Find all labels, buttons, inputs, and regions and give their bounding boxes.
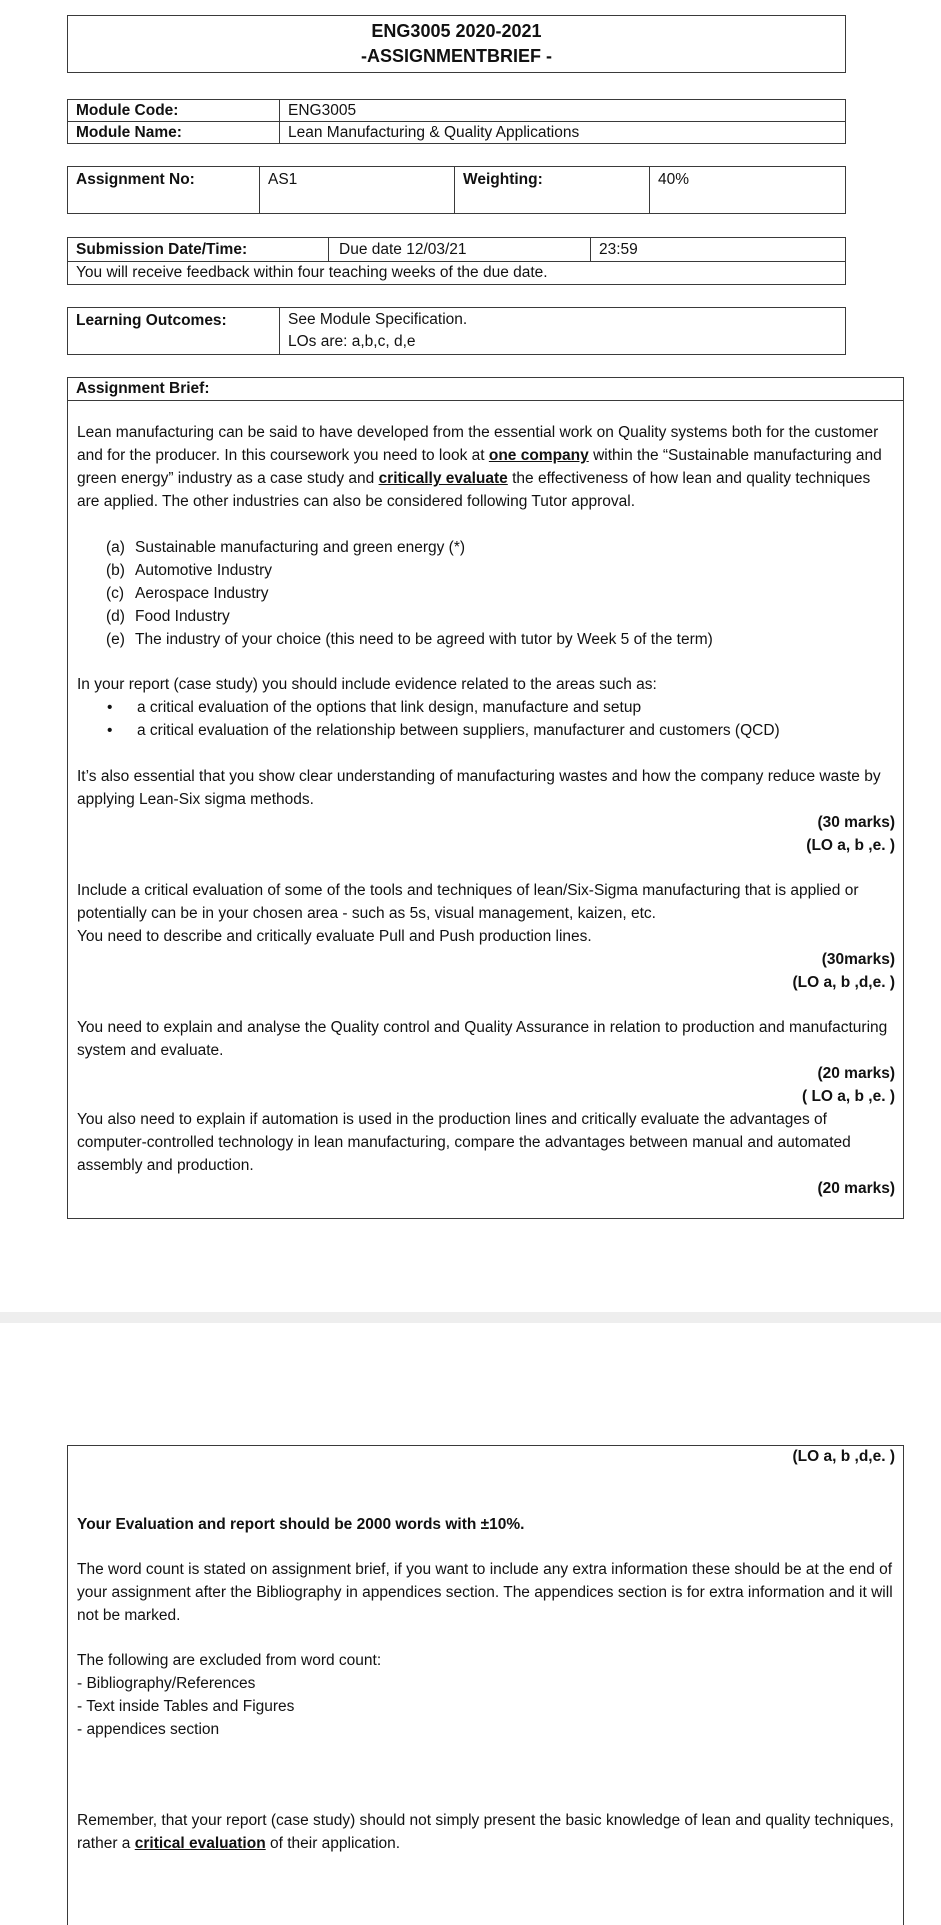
evidence-bullet: • a critical evaluation of the options that link design, manufacture and setup: [77, 696, 895, 719]
marks-4: (20 marks): [817, 1180, 895, 1197]
bullet-icon: •: [107, 699, 113, 716]
industry-item: (e) The industry of your choice (this need to be agreed with tutor by Week 5 of the term): [106, 631, 713, 648]
excluded-item: - appendices section: [77, 1721, 220, 1738]
module-code-value: ENG3005: [279, 100, 845, 121]
weighting-label: Weighting:: [454, 167, 649, 213]
learning-outcomes-line-2: LOs are: a,b,c, d,e: [288, 333, 416, 350]
industry-list: [106, 536, 895, 651]
marks-1: (30 marks): [817, 814, 895, 831]
lo-3: ( LO a, b ,e. ): [801, 1088, 895, 1105]
title-line-2: -ASSIGNMENTBRIEF -: [361, 46, 552, 66]
submission-date: Due date 12/03/21: [328, 238, 590, 261]
evidence-intro: In your report (case study) you should include evidence related to the areas such as:: [77, 676, 657, 693]
excluded-intro: The following are excluded from word count:: [77, 1652, 382, 1669]
lo-2: (LO a, b ,d,e. ): [792, 974, 895, 991]
module-name-value: Lean Manufacturing & Quality Applications: [279, 122, 845, 144]
excluded-item: - Bibliography/References: [77, 1675, 256, 1692]
quality-paragraph: You need to explain and analyse the Quality control and Quality Assurance in relation to production and manufacturing system and evaluate.: [77, 1019, 888, 1059]
assignment-brief-heading: Assignment Brief:: [68, 378, 903, 401]
learning-outcomes-label: Learning Outcomes:: [76, 312, 227, 329]
brief-intro: Lean manufacturing can be said to have developed from the essential work on Quality systems both for the customer and for the producer. In this coursework you need to look at one company within the “Sustainable manufacturing and green energy” industry as a case study and critically evaluate the effectiveness of how lean and quality techniques are applied. The other industries can also be considered following Tutor approval.: [77, 424, 882, 510]
assignment-table: [67, 166, 846, 214]
word-limit: Your Evaluation and report should be 2000 words with ±10%.: [77, 1516, 525, 1533]
feedback-note: You will receive feedback within four teaching weeks of the due date.: [76, 264, 548, 281]
marks-2: (30marks): [821, 951, 895, 968]
lo-4: (LO a, b ,d,e. ): [792, 1448, 895, 1465]
excluded-item: - Text inside Tables and Figures: [77, 1698, 295, 1715]
assignment-no-label: Assignment No:: [76, 171, 195, 188]
submission-label: Submission Date/Time:: [76, 241, 248, 258]
learning-outcomes-table: [67, 307, 846, 355]
industry-item: (a) Sustainable manufacturing and green energy (*): [106, 539, 466, 556]
remember-paragraph: Remember, that your report (case study) should not simply present the basic knowledge of lean and quality techniques, rather a critical evaluation of their application.: [77, 1812, 894, 1852]
tools-paragraph: Include a critical evaluation of some of the tools and techniques of lean/Six-Sigma manufacturing that is applied or potentially can be in your chosen area - such as 5s, visual management, kaizen, etc.: [77, 882, 859, 922]
document-title: [67, 15, 846, 73]
pull-push-paragraph: You need to describe and critically evaluate Pull and Push production lines.: [77, 928, 592, 945]
industry-item: (d) Food Industry: [106, 608, 230, 625]
lo-1: (LO a, b ,e. ): [806, 837, 895, 854]
marks-3: (20 marks): [817, 1065, 895, 1082]
industry-item: (b) Automotive Industry: [106, 562, 272, 579]
critically-evaluate-emphasis: critically evaluate: [378, 470, 508, 487]
submission-table: [67, 237, 846, 285]
module-table: [67, 99, 846, 144]
assignment-brief-continued: [67, 1445, 904, 1925]
assignment-no-value: AS1: [259, 167, 454, 213]
critical-evaluation-emphasis: critical evaluation: [134, 1835, 266, 1852]
evidence-bullets: [77, 696, 895, 742]
weighting-value: 40%: [649, 167, 845, 213]
learning-outcomes-line-1: See Module Specification.: [288, 311, 468, 328]
evidence-bullet: • a critical evaluation of the relationship between suppliers, manufacturer and customers (QCD): [77, 719, 895, 742]
automation-paragraph: You also need to explain if automation is used in the production lines and critically evaluate the advantages of computer-controlled technology in lean manufacturing, compare the advantages between manual and automated assembly and production.: [77, 1111, 851, 1174]
title-line-1: ENG3005 2020-2021: [371, 21, 542, 41]
submission-time: 23:59: [590, 238, 845, 261]
bullet-icon: •: [107, 722, 113, 739]
word-count-paragraph: The word count is stated on assignment brief, if you want to include any extra information these should be at the end of your assignment after the Bibliography in appendices section. The appendices section is for extra information and it will not be marked.: [77, 1561, 893, 1624]
assignment-brief: [67, 377, 904, 1219]
module-name-label: Module Name:: [76, 124, 182, 141]
one-company-emphasis: one company: [488, 447, 589, 464]
module-code-label: Module Code:: [76, 102, 179, 119]
industry-item: (c) Aerospace Industry: [106, 585, 269, 602]
page-break: [0, 1312, 941, 1323]
wastes-paragraph: It’s also essential that you show clear understanding of manufacturing wastes and how the company reduce waste by applying Lean-Six sigma methods.: [77, 768, 881, 808]
